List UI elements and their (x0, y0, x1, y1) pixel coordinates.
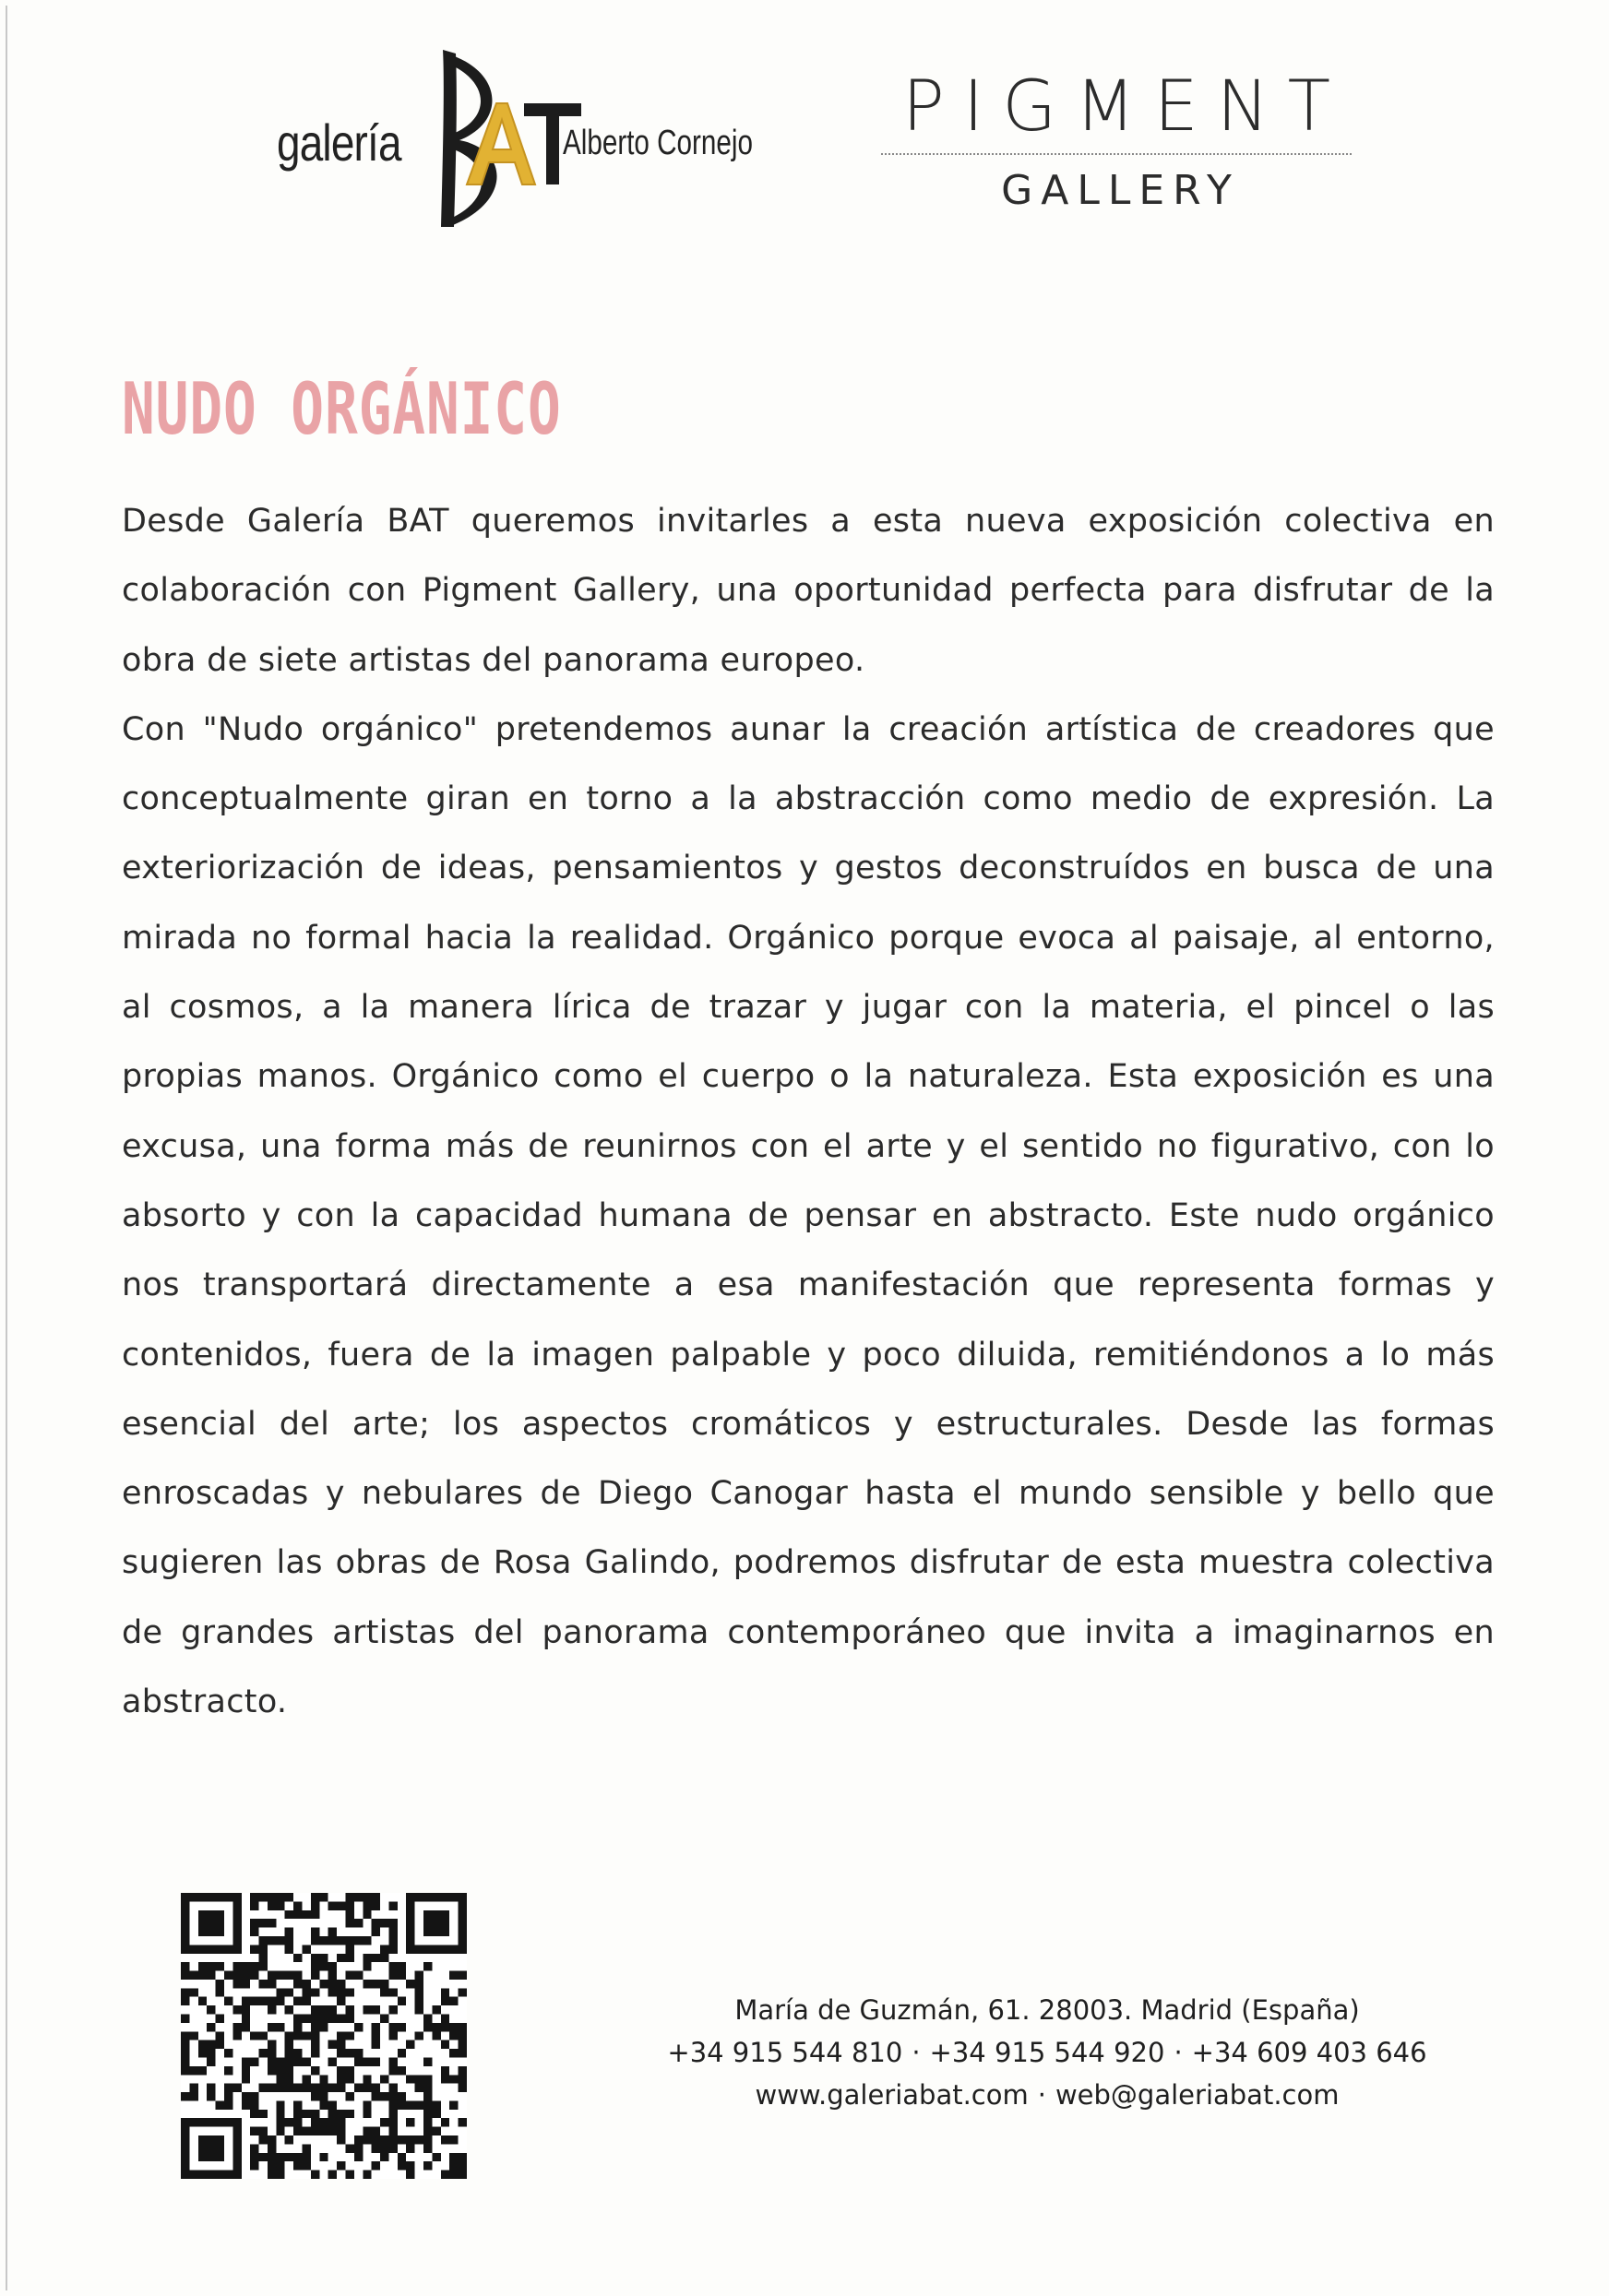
logo-galeria-word: galería (277, 113, 401, 172)
logo-divider (881, 153, 1352, 155)
phone-3[interactable]: +34 609 403 646 (1191, 2037, 1427, 2068)
separator: · (1174, 2037, 1183, 2068)
contact-info (572, 1989, 1522, 2116)
address-line: María de Guzmán, 61. 28003. Madrid (España) (734, 1994, 1360, 2026)
logo-alberto-cornejo: Alberto Cornejo (563, 124, 753, 162)
web-line (572, 2074, 1522, 2116)
galeria-bat-logo (277, 46, 775, 231)
email-link[interactable]: web@galeriabat.com (1055, 2079, 1340, 2111)
exhibition-title: NUDO ORGÁNICO (122, 367, 562, 451)
pigment-gallery-logo (881, 65, 1352, 231)
website-link[interactable]: www.galeriabat.com (755, 2079, 1029, 2111)
paragraph-intro: Desde Galería BAT queremos invitarles a esta nueva exposición colectiva en colaboración con Pigment Gallery, una oportunidad perfecta para disfrutar de la obra de siete artistas del panorama europeo. (122, 503, 1495, 679)
bat-mark-icon (406, 46, 581, 231)
logo-gallery-word: GALLERY (1001, 167, 1240, 214)
separator: · (1037, 2079, 1046, 2111)
phone-2[interactable]: +34 915 544 920 (929, 2037, 1165, 2068)
qr-code-icon (181, 1893, 467, 2179)
separator: · (912, 2037, 921, 2068)
body-text (122, 487, 1495, 1737)
paragraph-description: Con "Nudo orgánico" pretendemos aunar la creación artística de creadores que conceptualmente giran en torno a la abstracción como medio de expresión. La exteriorización de ideas, pensamientos y gestos deconstruídos en busca de una mirada no formal hacia la realidad. Orgánico porque evoca al paisaje, al entorno, al cosmos, a la manera lírica de trazar y jugar con la materia, el pincel o las propias manos. Orgánico como el cuerpo o la naturaleza. Esta exposición es una excusa, una forma más de reunirnos con el arte y el sentido no figurativo, con lo absorto y con la capacidad humana de pensar en abstracto. Este nudo orgánico nos transportará directamente a esa manifestación que representa formas y contenidos, fuera de la imagen palpable y poco diluida, remitiéndonos a lo más esencial del arte; los aspectos cromáticos y estructurales. Desde las formas enroscadas y nebulares de Diego Canogar hasta el mundo sensible y bello que sugieren las obras de Rosa Galindo, podremos disfrutar de esta muestra colectiva de grandes artistas del panorama contemporáneo que invita a imaginarnos en abstracto. (122, 710, 1495, 1721)
logo-pigment-word: PIGMENT (901, 65, 1349, 147)
phone-line (572, 2031, 1522, 2074)
phone-1[interactable]: +34 915 544 810 (667, 2037, 903, 2068)
